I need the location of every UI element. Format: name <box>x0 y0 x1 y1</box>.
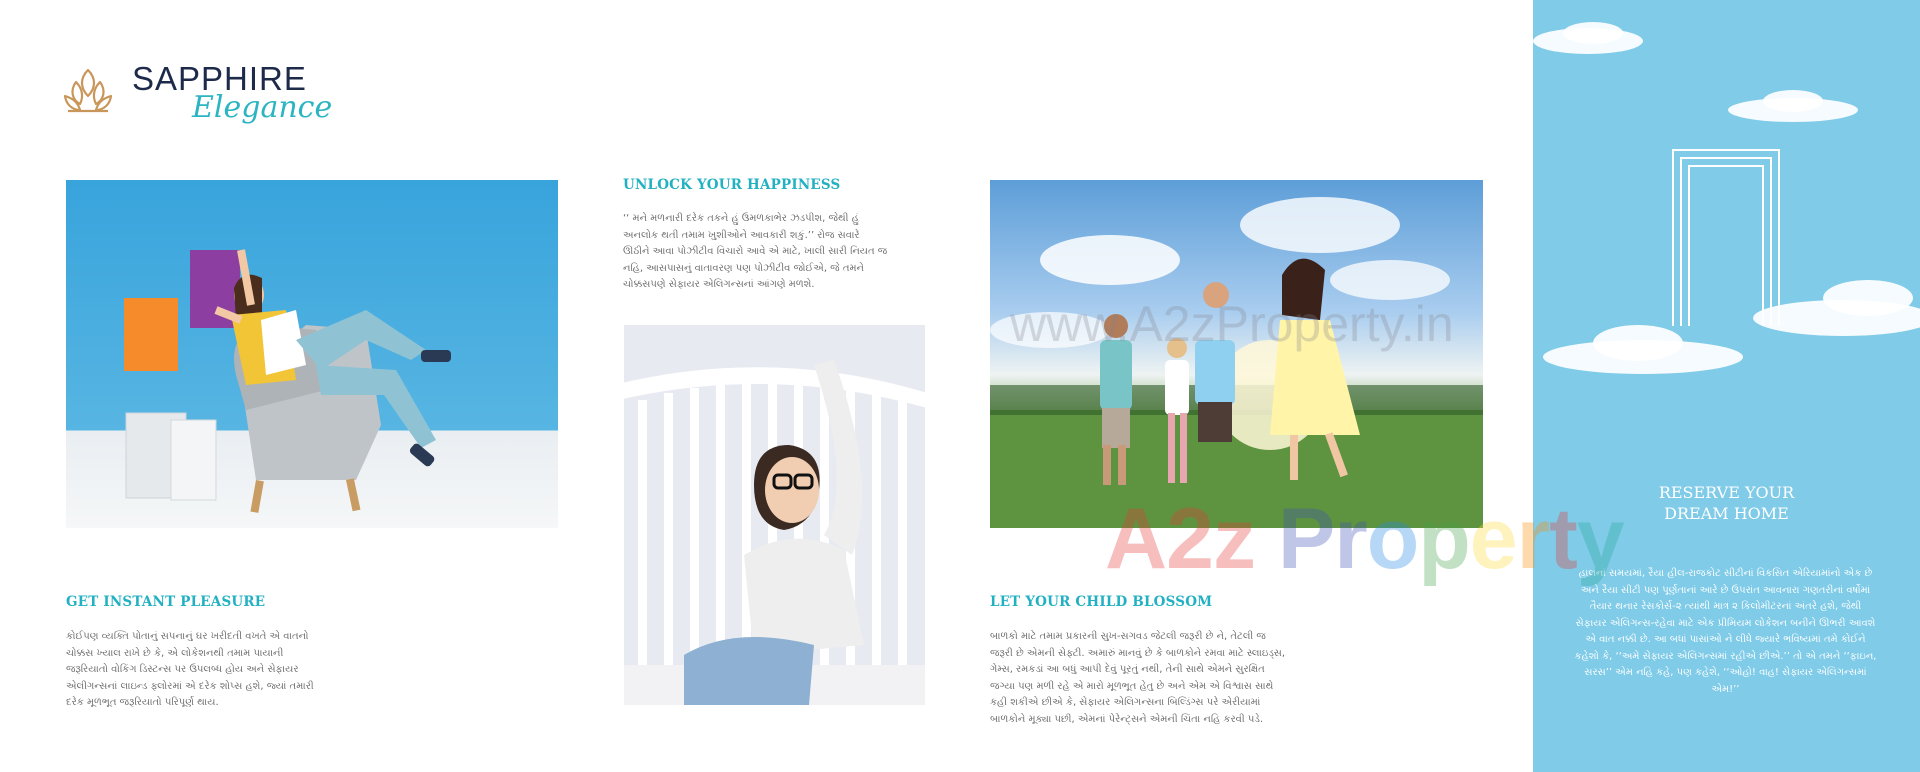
watermark-letter: t <box>1549 491 1577 587</box>
watermark-letter <box>1255 491 1278 587</box>
unlock-text: ‘‘ મને મળનારી દરેક તકને હું ઉમળકાભેર ઝડપીશ, જેથી હું અનલોક થતી તમામ ખુશીઓને આવકારી શકું.’’ રોજ સવારે ઊઠીને આવા પોઝીટીવ વિચારો આવે એ માટે, ખાલી સારી નિયત જ નહિ, આસપાસનું વાતાવરણ પણ પોઝીટીવ જોઈએ, જે તમને ચોક્કસપણે સેફાયર એલિગન્સનાં આંગણે મળશે. <box>623 213 888 290</box>
happiness-photo <box>624 325 925 705</box>
watermark-letter: p <box>1418 491 1470 587</box>
cloud <box>1823 280 1913 316</box>
watermark-letter: r <box>1516 491 1550 587</box>
brand-logo <box>62 60 333 130</box>
child-text: બાળકો માટે તમામ પ્રકારની સુખ-સગવડ જેટલી જરૂરી છે ને, તેટલી જ જરૂરી છે એમની સેફ્ટી. અમારું માનવું છે કે બાળકોને રમવા માટે સ્લાઇડ્સ, ગેમ્સ, રમકડાં આ બધું આપી દેવું પૂરતું નથી, તેની સાથે એમને સુરક્ષિત જગ્યા પણ મળી રહે એ મારો મૂળભૂત હેતુ છે અને એમ એ વિશ્વાસ સાથે કહી શકીએ છીએ કે, સેફાયર એલિગન્સના બિલ્ડિંગ્સ પરે એરીયામાં બાળકોને મૂક્યા પછી, એમનાં પેરેન્ટ્સને એમની ચિંતા નહિ કરવી પડે. <box>990 631 1286 725</box>
instant-heading: GET INSTANT PLEASURE <box>66 594 266 610</box>
watermark-letter: 2 <box>1166 491 1213 587</box>
child-heading: LET YOUR CHILD BLOSSOM <box>990 594 1213 610</box>
brand-name: SAPPHIRE <box>132 60 307 97</box>
watermark-letter: z <box>1212 491 1255 587</box>
watermark-letter: r <box>1334 491 1367 587</box>
leaf-logo-icon <box>62 66 114 116</box>
unlock-heading: UNLOCK YOUR HAPPINESS <box>623 177 841 193</box>
watermark-brand <box>1105 490 1624 589</box>
watermark-letter: o <box>1366 491 1419 587</box>
watermark-letter: P <box>1277 491 1335 587</box>
watermark-letter: A <box>1105 491 1167 587</box>
reserve-text: હાલનાં સમયમાં, રૈયા હીલ-રાજકોટ સીટીનાં વિકસિત એરિયામાંનો એક છે અને રૈયા સીટી પણ પૂર્ણતાનાં આરે છે ઉપરાંત આવનારા ગણતરીનાં વર્ષોમાં તૈયાર થનાર રેસકોર્સ-૨ ત્યાંથી માત્ર ૨ કિલોમીટરનાં અંતરે હશે, જેથી સેફાયર એલિગન્સ-રહેવા માટે એક પ્રીમિયમ લોકેશન બનીને ઊભરી આવશે એ વાત નક્કી છે. આ બધાં પાસાંઓ ને લીધે જ્યારે ભવિષ્યમાં તમે કોઈને કહેશો કે, ‘‘અમે સેફાયર એલિગન્સમાં રહીએ છીએ.’’ તો એ તમને ‘‘ફાઇન, સરસ’’ એમ નહિ કહે, પણ કહેશે, ‘‘ઓહો! વાહ! સેફાયર એલિગન્સમાં એમ!’’ <box>1574 568 1877 695</box>
watermark-url: www.A2zProperty.in <box>1010 296 1454 352</box>
watermark-letter: e <box>1469 491 1517 587</box>
reserve-panel <box>1533 0 1920 772</box>
doorway-icon <box>1671 148 1781 328</box>
family-photo <box>990 180 1483 528</box>
reserve-title-line2: DREAM HOME <box>1664 504 1789 523</box>
brand-subtitle: Elegance <box>192 90 333 125</box>
cloud <box>1563 22 1623 44</box>
cloud <box>1763 90 1823 112</box>
instant-text: કોઈપણ વ્યક્તિ પોતાનું સપનાનું ઘર ખરીદતી વખતે એ વાતનો ચોક્કસ ખ્યાલ રાખે છે કે, એ લોકેશનથી તમામ પાયાની જરૂરિયાતો વોકિંગ ડિસ્ટન્સ પર ઉપલબ્ધ હોય અને સેફાયર એલીગન્સનાં લાઇન્ડ ફ્લોરમાં એ દરેક શોપ્સ હશે, જ્યાં તમારી દરેક મૂળભૂત જરૂરિયાતો પરિપૂર્ણ થાય. <box>66 631 314 708</box>
reserve-title-line1: RESERVE YOUR <box>1658 483 1795 502</box>
cloud <box>1593 325 1683 361</box>
shopping-photo <box>66 180 558 528</box>
watermark-letter: y <box>1576 491 1624 587</box>
